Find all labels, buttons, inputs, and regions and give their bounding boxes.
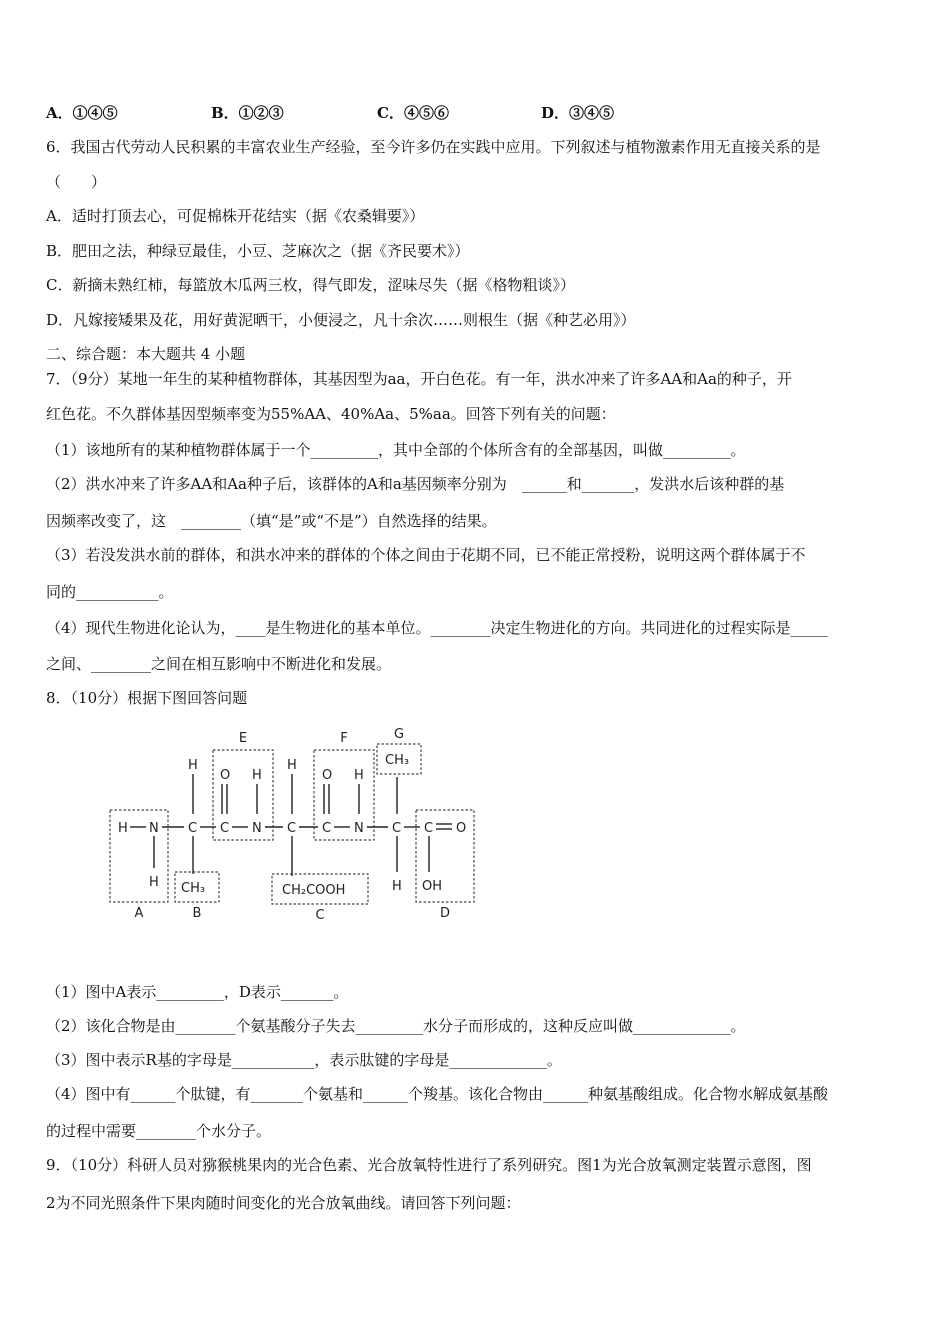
atom-n3: N (354, 821, 364, 836)
q6-option-a: A．适时打顶去心，可促棉株开花结实（据《农桑辑要》） (46, 207, 425, 225)
q8-line-2: （2）该化合物是由________个氨基酸分子失去_________水分子而形成的，这种反应叫做_____________。 (46, 1017, 746, 1035)
atom-n2: N (252, 821, 262, 836)
q7-line-1: 7．（9分）某地一年生的某种植物群体，其基因型为aa，开白色花。有一年，洪水冲来了许多AA和Aa的种子，开 (46, 370, 792, 388)
q8-line-3: （3）图中表示R基的字母是___________，表示肽键的字母是_____________。 (46, 1051, 562, 1069)
ch3-top: CH₃ (385, 753, 410, 768)
q7-line-9: 之间、________之间在相互影响中不断进化和发展。 (46, 655, 392, 673)
q7-line-5: 因频率改变了，这 ________（填“是”或“不是”）自然选择的结果。 (46, 512, 497, 530)
label-f: F (340, 731, 348, 746)
atom-h-left: H (118, 821, 128, 836)
label-e: E (238, 731, 248, 746)
q7-line-4: （2）洪水冲来了许多AA和Aa种子后，该群体的A和a基因频率分别为 ______和_______，发洪水后该种群的基 (46, 475, 785, 493)
atom-h-bottom1: H (149, 875, 159, 890)
q5-option-b: B．①②③ (211, 104, 284, 122)
label-g: G (393, 727, 405, 742)
atom-o-end: O (456, 821, 467, 836)
q8-title: 8．（10分）根据下图回答问题 (46, 689, 248, 707)
q6-option-c: C．新摘未熟红柿，每篮放木瓜两三枚，得气即发，涩味尽失（据《格物粗谈》） (46, 276, 575, 294)
q8-line-1: （1）图中A表示_________，D表示_______。 (46, 983, 349, 1001)
q8-line-4: （4）图中有______个肽键，有_______个氨基和______个羧基。该化合物由______种氨基酸组成。化合物水解成氨基酸 (46, 1085, 829, 1103)
q7-line-3: （1）该地所有的某种植物群体属于一个_________，其中全部的个体所含有的全部基因，叫做_________。 (46, 441, 746, 459)
q7-line-7: 同的___________。 (46, 583, 174, 601)
ch3-bottom: CH₃ (181, 881, 206, 896)
q8-line-5: 的过程中需要________个水分子。 (46, 1122, 272, 1140)
atom-c1: C (188, 821, 198, 836)
atom-c4: C (322, 821, 332, 836)
atom-c5: C (392, 821, 402, 836)
q5-option-c: C．④⑤⑥ (377, 104, 449, 122)
section-heading: 二、综合题：本大题共 4 小题 (46, 345, 246, 363)
ch2cooh: CH₂COOH (282, 883, 346, 898)
q7-line-6: （3）若没发洪水前的群体，和洪水冲来的群体的个体之间由于花期不同，已不能正常授粉，说明这两个群体属于不 (46, 546, 806, 564)
atom-h-top4: H (354, 768, 364, 783)
label-b: B (192, 906, 202, 921)
atom-h-top3: H (287, 758, 297, 773)
q5-option-a: A．①④⑤ (46, 104, 118, 122)
oh-group: OH (422, 879, 443, 894)
atom-c2: C (220, 821, 230, 836)
label-d: D (439, 906, 451, 921)
q5-option-d: D．③④⑤ (541, 104, 615, 122)
q9-line-1: 9．（10分）科研人员对猕猴桃果肉的光合色素、光合放氧特性进行了系列研究。图1为光合放氧测定装置示意图，图 (46, 1156, 812, 1174)
atom-h-top2: H (252, 768, 262, 783)
q6-option-b: B．肥田之法，种绿豆最佳，小豆、芝麻次之（据《齐民要术》） (46, 242, 470, 260)
q6-option-d: D．凡嫁接矮果及花，用好黄泥晒干，小便浸之，凡十余次……则根生（据《种艺必用》） (46, 311, 636, 329)
atom-c6: C (424, 821, 434, 836)
label-c: C (315, 908, 325, 923)
atom-h-bottom2: H (392, 879, 402, 894)
atom-c3: C (287, 821, 297, 836)
atom-o-top1: O (220, 768, 231, 783)
q7-line-8: （4）现代生物进化论认为，____是生物进化的基本单位。________决定生物进化的方向。共同进化的过程实际是_____ (46, 619, 829, 637)
atom-o-top2: O (322, 768, 333, 783)
q6-blank: （ ） (46, 173, 107, 191)
q7-line-2: 红色花。不久群体基因型频率变为55%AA、40%Aa、5%aa。回答下列有关的问题： (46, 405, 616, 423)
atom-h-top1: H (188, 758, 198, 773)
q6-stem: 6．我国古代劳动人民积累的丰富农业生产经验，至今许多仍在实践中应用。下列叙述与植物激素作用无直接关系的是 (46, 138, 821, 156)
q9-line-2: 2为不同光照条件下果肉随时间变化的光合放氧曲线。请回答下列问题： (46, 1194, 521, 1212)
atom-n1: N (149, 821, 159, 836)
peptide-structure-diagram (100, 722, 500, 947)
label-a: A (134, 906, 144, 921)
